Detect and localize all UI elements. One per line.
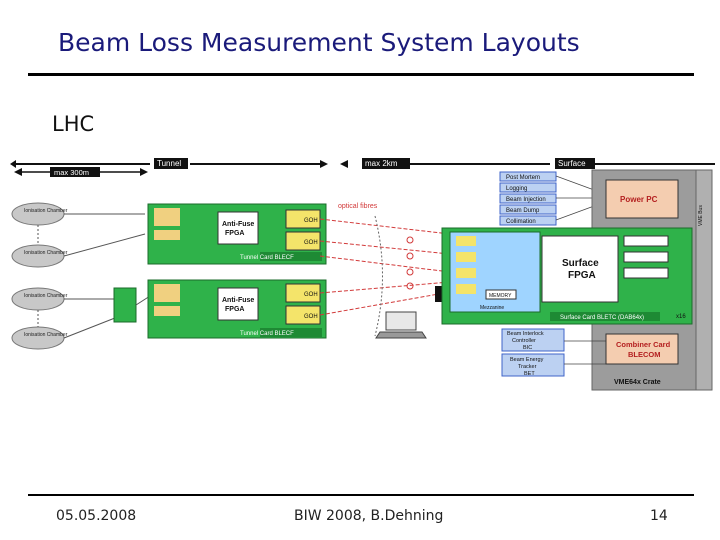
rx-block xyxy=(456,236,476,246)
fpga-label-line2: FPGA xyxy=(225,306,245,313)
fibre-connector xyxy=(407,283,413,289)
laptop-base xyxy=(376,332,426,338)
bic-label-2: Controller xyxy=(512,338,536,344)
x16-label: x16 xyxy=(676,314,686,320)
surface-services xyxy=(500,172,605,225)
fibre-connector xyxy=(407,253,413,259)
adc-block xyxy=(154,306,180,316)
chamber-label: Ionisation Chamber xyxy=(24,293,68,299)
adc-block xyxy=(154,208,180,226)
power-pc-label: Power PC xyxy=(620,195,658,204)
fibre-line xyxy=(320,282,450,293)
crate-side-bus xyxy=(696,170,712,390)
goh-label: GOH xyxy=(304,292,318,298)
tunnel-card-1 xyxy=(148,204,326,264)
laptop-icon xyxy=(376,286,443,338)
bet-label-1: Beam Energy xyxy=(510,357,544,363)
service-label: Post Mortem xyxy=(506,175,541,181)
arrow-right-icon xyxy=(140,168,148,176)
goh-label: GOH xyxy=(304,218,318,224)
chamber-label: Ionisation Chamber xyxy=(24,250,68,256)
bic-label-1: Beam Interlock xyxy=(507,331,544,337)
chamber-label: Ionisation Chamber xyxy=(24,332,68,338)
page-number: 14 xyxy=(650,508,668,524)
vme-interface-block xyxy=(624,236,668,246)
bic-label-3: BIC xyxy=(523,345,533,351)
combiner-label-2: BLECOM xyxy=(628,350,661,359)
adc-block xyxy=(154,284,180,302)
footer-divider xyxy=(28,494,694,496)
section-label: LHC xyxy=(52,112,95,136)
service-label: Collimation xyxy=(506,219,536,225)
surface-card-label: Surface Card BLETC (DAB64x) xyxy=(560,315,645,321)
optical-fibres-label: optical fibres xyxy=(338,203,378,210)
fpga-label-line1: Anti-Fuse xyxy=(222,221,255,228)
fibre-line xyxy=(320,292,450,315)
surface-fpga xyxy=(542,236,618,302)
tunnel-card-label: Tunnel Card BLECF xyxy=(240,255,294,261)
combiner-card xyxy=(606,334,678,364)
service-label: Beam Injection xyxy=(506,197,546,203)
fibre-bundle-curve xyxy=(375,216,383,336)
service-label: Beam Dump xyxy=(506,208,540,214)
fpga-label-line2: FPGA xyxy=(225,230,245,237)
max-300m-label: max 300m xyxy=(54,168,90,177)
crate-label: VME64x Crate xyxy=(614,379,661,386)
sram-block xyxy=(624,268,668,278)
fibre-connector xyxy=(407,237,413,243)
arrow-left-icon xyxy=(14,168,22,176)
tunnel-label: Tunnel xyxy=(157,159,182,168)
slide-title: Beam Loss Measurement System Layouts xyxy=(58,28,580,57)
rx-block xyxy=(456,284,476,294)
rx-block xyxy=(456,268,476,278)
memory-label: MEMORY xyxy=(489,293,512,299)
title-divider xyxy=(28,73,694,76)
ionisation-chamber xyxy=(12,203,64,225)
footer-date: 05.05.2008 xyxy=(56,508,137,524)
ionisation-chamber xyxy=(12,245,64,267)
surface-fpga-label-2: FPGA xyxy=(568,270,596,281)
anti-fuse-fpga xyxy=(218,212,258,244)
chamber-cable xyxy=(64,234,145,256)
mezzanine-label: Mezzanine xyxy=(480,305,505,311)
junction-box xyxy=(114,288,136,322)
fibre-connector xyxy=(407,269,413,275)
ionisation-chamber xyxy=(12,288,64,310)
ionisation-chamber xyxy=(12,327,64,349)
blm-layout-diagram xyxy=(10,156,720,392)
bet-label-3: BET xyxy=(524,371,535,377)
chamber-group xyxy=(12,203,145,349)
bet-label-2: Tracker xyxy=(518,364,537,370)
fibre-line xyxy=(320,219,450,234)
chamber-cable xyxy=(64,316,120,338)
anti-fuse-fpga xyxy=(218,288,258,320)
fpga-label-line1: Anti-Fuse xyxy=(222,297,255,304)
max-2km-label: max 2km xyxy=(365,159,398,168)
goh-label: GOH xyxy=(304,314,318,320)
rx-block xyxy=(456,252,476,262)
fibre-line xyxy=(320,256,450,272)
combiner-label-1: Combiner Card xyxy=(616,340,671,349)
service-label: Logging xyxy=(506,186,528,192)
tunnel-card-2 xyxy=(148,280,326,338)
chamber-label: Ionisation Chamber xyxy=(24,208,68,214)
goh-label: GOH xyxy=(304,240,318,246)
surface-fpga-label-1: Surface xyxy=(562,258,599,269)
sram-block xyxy=(624,252,668,262)
surface-card xyxy=(442,228,692,324)
fibre-line xyxy=(320,241,450,254)
adc-block xyxy=(154,230,180,240)
laptop-screen xyxy=(386,312,416,330)
vme-bus-label: VME Bus xyxy=(698,205,704,226)
footer-center: BIW 2008, B.Dehning xyxy=(294,508,444,524)
tunnel-card-label: Tunnel Card BLECF xyxy=(240,331,294,337)
optical-fibres xyxy=(320,203,450,336)
surface-label: Surface xyxy=(558,159,586,168)
